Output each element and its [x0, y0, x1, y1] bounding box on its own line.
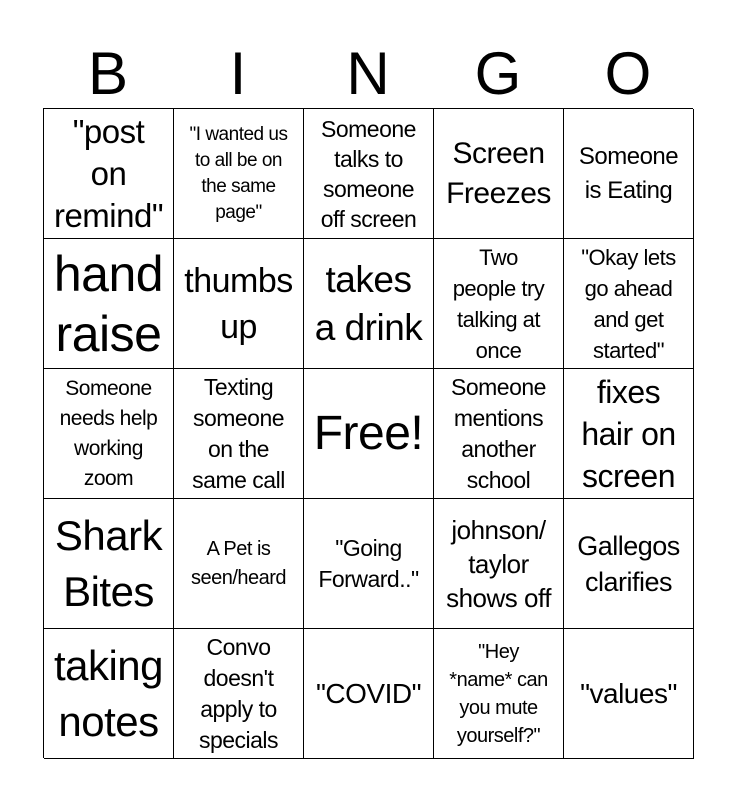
bingo-cell[interactable]	[434, 239, 564, 369]
cell-text: A Pet is seen/heard	[190, 537, 287, 589]
bingo-cell[interactable]	[304, 239, 434, 369]
cell-text: Two people try talking at once	[452, 244, 545, 363]
header-letter-b: B	[87, 40, 129, 107]
cell-text: Someone is Eating	[578, 142, 679, 204]
cell-text: Someone needs help working zoom	[59, 376, 158, 490]
bingo-cell[interactable]	[174, 499, 304, 629]
bingo-cell[interactable]	[304, 109, 434, 239]
cell-text: fixes hair on screen	[581, 373, 676, 494]
cell-text: Gallegos clarifies	[577, 530, 680, 597]
cell-text: Shark Bites	[54, 511, 163, 615]
bingo-cell[interactable]	[174, 369, 304, 499]
cell-text: hand raise	[53, 245, 164, 362]
cell-text: "Hey *name* can you mute yourself?"	[449, 640, 548, 747]
cell-text: "Going Forward.."	[318, 534, 419, 592]
cell-text: Someone talks to someone off screen	[320, 115, 417, 232]
bingo-cell[interactable]	[564, 499, 694, 629]
bingo-cell[interactable]	[174, 629, 304, 759]
bingo-cell[interactable]	[434, 369, 564, 499]
bingo-cell[interactable]	[44, 109, 174, 239]
cell-text: thumbs up	[184, 261, 293, 346]
cell-text: "post on remind"	[53, 112, 164, 234]
header-letter-i: I	[229, 40, 247, 107]
bingo-cell[interactable]	[304, 499, 434, 629]
bingo-cell[interactable]	[44, 239, 174, 369]
cell-text: Free!	[313, 406, 424, 460]
header-letter-g: G	[474, 40, 522, 107]
bingo-cell[interactable]	[564, 629, 694, 759]
cell-text: Convo doesn't apply to specials	[198, 633, 279, 753]
header-letter-o: O	[604, 40, 652, 107]
free-space[interactable]	[304, 369, 434, 499]
cell-text: Screen Freezes	[446, 136, 551, 210]
bingo-cell[interactable]	[44, 629, 174, 759]
bingo-cell[interactable]	[304, 629, 434, 759]
bingo-cell[interactable]	[44, 369, 174, 499]
bingo-cell[interactable]	[174, 109, 304, 239]
bingo-cell[interactable]	[434, 109, 564, 239]
bingo-cell[interactable]	[564, 239, 694, 369]
bingo-cell[interactable]	[434, 499, 564, 629]
cell-text: "Okay lets go ahead and get started"	[581, 244, 676, 363]
header-letter-n: N	[346, 40, 390, 107]
cell-text: johnson/ taylor shows off	[446, 514, 551, 613]
cell-text: takes a drink	[314, 258, 423, 348]
bingo-cell[interactable]	[174, 239, 304, 369]
bingo-header	[43, 40, 693, 108]
bingo-cell[interactable]	[434, 629, 564, 759]
bingo-cell[interactable]	[44, 499, 174, 629]
bingo-cell[interactable]	[564, 369, 694, 499]
bingo-grid	[43, 108, 693, 758]
cell-text: "values"	[580, 677, 677, 709]
cell-text: Texting someone on the same call	[192, 373, 285, 493]
cell-text: "COVID"	[315, 677, 422, 709]
cell-text: "I wanted us to all be on the same page"	[189, 123, 288, 223]
cell-text: Someone mentions another school	[451, 373, 546, 493]
cell-text: taking notes	[53, 641, 164, 745]
bingo-cell[interactable]	[564, 109, 694, 239]
